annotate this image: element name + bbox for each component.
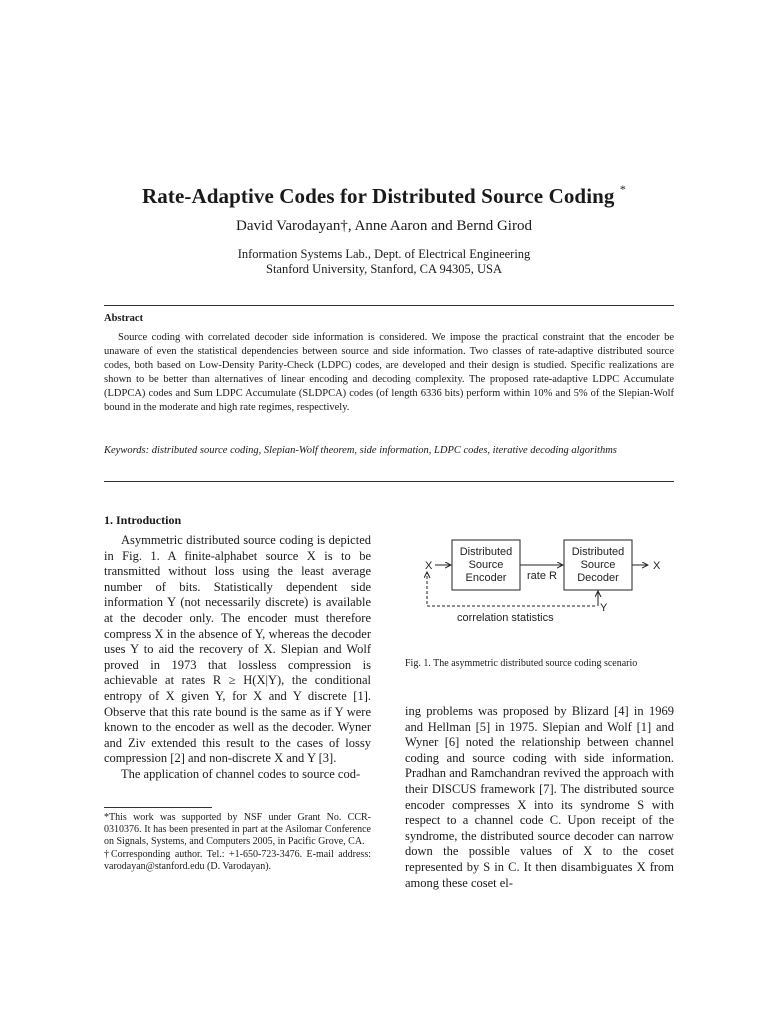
- intro-paragraph-1: Asymmetric distributed source coding is depicted in Fig. 1. A finite-alphabet source X is to be transmitted without loss using the least average number of bits. Statistically dependent side information Y (not necessarily discrete) is available at the decoder only. The encoder must therefore compress X in the absence of Y, whereas the decoder uses Y to aid the recovery of X. Slepian and Wolf proved in 1973 that lossless compression is achievable at rates R ≥ H(X|Y), the conditional entropy of X given Y, for X and Y discrete [1]. Observe that this rate bound is the same as if Y were known to the encoder as well as the decoder. Wyner and Ziv extended this result to the cases of lossy compression [2] and non-discrete X and Y [3].: [104, 533, 371, 766]
- intro-right-paragraph: ing problems was proposed by Blizard [4] in 1969 and Hellman [5] in 1975. Slepian and Wolf [1] and Wyner [6] noted the relationship between channel coding and source coding with side information. Pradhan and Ramchandran revived the approach with their DISCUS framework [7]. The distributed source encoder compresses X into its syndrome S with respect to a channel code C. Upon receipt of the syndrome, the distributed source decoder can narrow down the possible values of X to the coset represented by S in C. It then disambiguates X from among these coset el-: [405, 704, 674, 890]
- encoder-label-line-3: Encoder: [465, 572, 507, 584]
- figure-output-x-label: X: [653, 560, 661, 572]
- paper-title: [0, 184, 768, 209]
- affiliation-line-1: Information Systems Lab., Dept. of Electrical Engineering: [237, 247, 531, 261]
- paper-authors: David Varodayan†, Anne Aaron and Bernd Girod: [236, 218, 532, 234]
- side-info-y-label: Y: [600, 602, 608, 614]
- intro-paragraph-2: The application of channel codes to source cod-: [121, 766, 361, 781]
- paper-affiliation: [0, 247, 768, 277]
- right-column: [405, 704, 674, 891]
- correlation-statistics-label: correlation statistics: [457, 612, 554, 624]
- figure-1-caption: Fig. 1. The asymmetric distributed source coding scenario: [405, 658, 638, 669]
- title-footnote-mark: *: [619, 182, 626, 196]
- footnotes: [104, 812, 371, 873]
- abstract-heading: Abstract: [104, 313, 144, 324]
- footnote-2: †Corresponding author. Tel.: +1-650-723-3476. E-mail address: varodayan@stanford.edu (D. Varodayan).: [104, 848, 371, 872]
- encoder-label-line-2: Source: [468, 559, 504, 571]
- figure-input-x-label: X: [425, 560, 433, 572]
- footnote-1: *This work was supported by NSF under Grant No. CCR-0310376. It has been presented in part at the Asilomar Conference on Signals, Systems, and Computers 2005, in Pacific Grove, CA.: [104, 812, 371, 848]
- decoder-label-line-3: Decoder: [577, 572, 619, 584]
- paper-title-text: Rate-Adaptive Codes for Distributed Source Coding: [141, 184, 615, 208]
- figure-1-diagram: [405, 530, 674, 630]
- abstract-bottom-rule: [104, 481, 674, 482]
- abstract-top-rule: [104, 305, 674, 306]
- decoder-label-line-1: Distributed: [571, 546, 625, 558]
- affiliation-line-2: Stanford University, Stanford, CA 94305, USA: [266, 262, 502, 276]
- encoder-label-line-1: Distributed: [459, 546, 513, 558]
- left-column: [104, 533, 371, 783]
- decoder-label-line-2: Source: [580, 559, 616, 571]
- keywords: Keywords: distributed source coding, Slepian-Wolf theorem, side information, LDPC codes, iterative decoding algorithms: [104, 445, 617, 456]
- section-heading-introduction: 1. Introduction: [104, 513, 182, 527]
- rate-label: rate R: [527, 570, 557, 582]
- footnote-rule: [104, 807, 212, 808]
- abstract-text: Source coding with correlated decoder side information is considered. We impose the practical constraint that the encoder be unaware of even the statistical dependencies between source and side information. Two classes of rate-adaptive distributed source codes, both based on Low-Density Parity-Check (LDPC) codes, are developed and their design is studied. Specific realizations are shown to be better than alternatives of linear encoding and decoding complexity. The proposed rate-adaptive LDPC Accumulate (LDPCA) codes and Sum LDPC Accumulate (SLDPCA) codes (of length 6336 bits) perform within 10% and 5% of the Slepian-Wolf bound in the moderate and high rate regimes, respectively.: [104, 332, 674, 414]
